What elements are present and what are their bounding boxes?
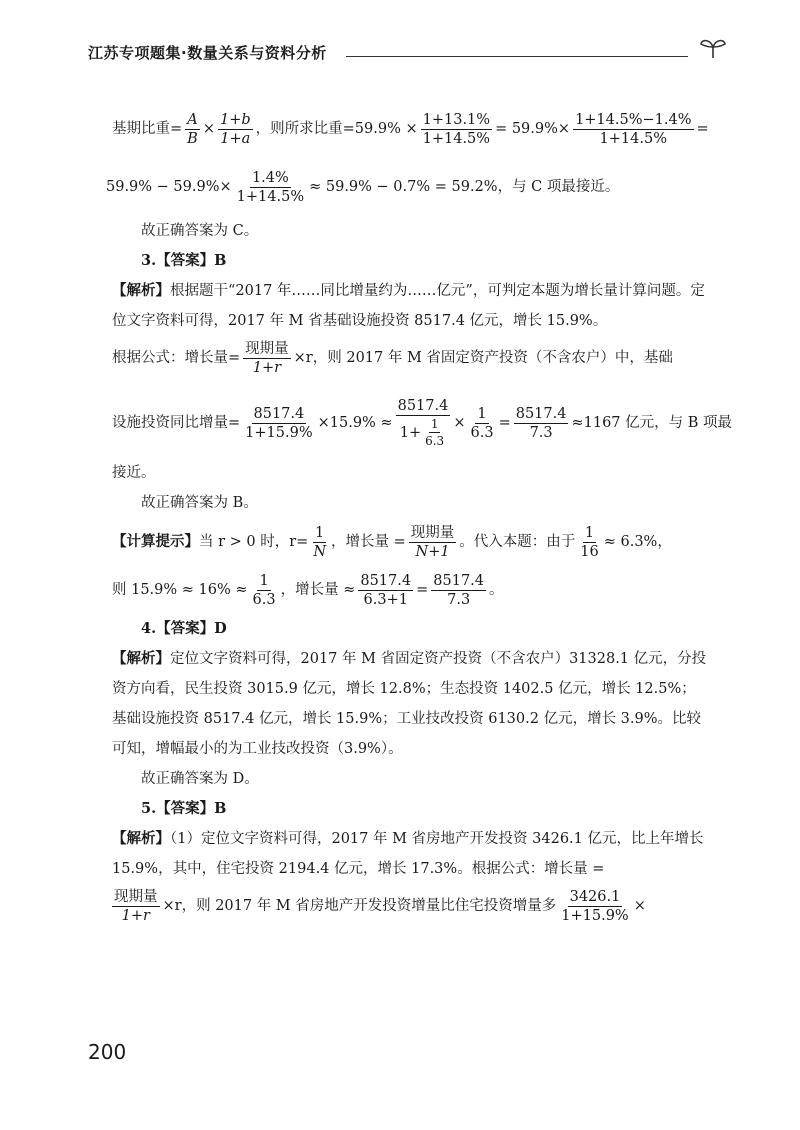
page-number: 200	[88, 1040, 127, 1064]
fraction: $\frac{8517.4}{7.3}$	[433, 572, 485, 608]
header-title: 江苏专项题集·数量关系与资料分析	[88, 44, 327, 62]
fraction: 8517.4 1+ $\frac{1}{6.3}$	[397, 398, 449, 448]
running-header	[88, 40, 728, 64]
answer-line: 故正确答案为 C。	[141, 223, 259, 239]
answer-line: 故正确答案为 D。	[141, 771, 259, 787]
fraction: $\frac{\text{现期量}}{1+r}$	[245, 340, 289, 376]
formula-line-1: 基期比重= $\frac{A}{B}$ × $\frac{1+b}{1+a}$ ，则所求比重=59.9% × $\frac{1+13.1\%}{1+14.5\%}$ = 59.9%× $\frac{1+14.5\%-1.4\%}{1+14.5\%}$ =	[112, 111, 709, 147]
fraction: $\frac{8517.4}{6.3+1}$	[360, 572, 412, 608]
fraction: $\frac{8517.4}{7.3}$	[515, 405, 567, 441]
fraction: $\frac{\text{现期量}}{1+r}$	[114, 888, 158, 924]
calc-tip-line-2: 则 15.9% ≈ 16% ≈ $\frac{1}{6.3}$ ，增长量 ≈ $\frac{8517.4}{6.3+1}$ = $\frac{8517.4}{7.3}$ 。	[112, 572, 504, 608]
question-4-analysis: 【解析】定位文字资料可得，2017 年 M 省固定资产投资（不含农户）31328.1 亿元，分投资方向看，民生投资 3015.9 亿元，增长 12.8%；生态投资 1402.5 亿元，增长 12.5%；基础设施投资 8517.4 亿元，增长 15.9%；工业技改投资 6130.2 亿元，增长 3.9%。比较可知，增幅最小的为工业技改投资（3.9%）。	[112, 651, 707, 757]
fraction: $\frac{3426.1}{1+15.9\%}$	[561, 888, 629, 924]
fraction: $\frac{1+14.5\%-1.4\%}{1+14.5\%}$	[575, 111, 692, 147]
fraction: $\frac{1+13.1\%}{1+14.5\%}$	[422, 111, 491, 147]
question-5-analysis: 【解析】（1）定位文字资料可得，2017 年 M 省房地产开发投资 3426.1 亿元，比上年增长 15.9%，其中，住宅投资 2194.4 亿元，增长 17.3%。根据公式：增长量 =	[112, 831, 704, 877]
formula-growth: 根据公式：增长量= $\frac{\text{现期量}}{1+r}$ ×r，则 2017 年 M 省固定资产投资（不含农户）中，基础	[112, 340, 673, 376]
fraction: $\frac{1.4\%}{1+14.5\%}$	[236, 169, 305, 205]
answer-line: 故正确答案为 B。	[141, 495, 258, 511]
question-5-answer: 5.【答案】B	[141, 800, 227, 817]
formula-line-2: 59.9% − 59.9%× $\frac{1.4\%}{1+14.5\%}$ ≈ 59.9% − 0.7% = 59.2%，与 C 项最接近。	[106, 169, 620, 205]
formula-q5: $\frac{\text{现期量}}{1+r}$ ×r，则 2017 年 M 省房地产开发投资增量比住宅投资增量多 $\frac{3426.1}{1+15.9\%}$ ×	[114, 888, 646, 924]
fraction: $\frac{A}{B}$	[187, 111, 198, 147]
sprout-icon	[698, 36, 728, 60]
fraction: $\frac{8517.4}{1+15.9\%}$	[245, 405, 313, 441]
question-3-analysis: 【解析】根据题干“2017 年……同比增量约为……亿元”，可判定本题为增长量计算问题。定位文字资料可得，2017 年 M 省基础设施投资 8517.4 亿元，增长 15.9%。	[112, 283, 705, 329]
calc-tip-line-1: 【计算提示】 当 r > 0 时，r= $\frac{1}{N}$ ，增长量 = $\frac{\text{现期量}}{N+1}$ 。代入本题：由于 $\frac{1}{16}$ ≈ 6.3%，	[112, 524, 672, 560]
fraction: $\frac{1}{6.3}$	[470, 405, 494, 441]
fraction: $\frac{1}{6.3}$	[252, 572, 276, 608]
header-rule	[346, 56, 688, 57]
page-content: 基期比重= $\frac{A}{B}$ × $\frac{1+b}{1+a}$ ，则所求比重=59.9% × $\frac{1+13.1\%}{1+14.5\%}$ = 59.9%× $\frac{1+14.5\%-1.4\%}{1+14.5\%}$ = 59.9% − 59.9%× $\frac{1.4\%}{1+14.5\%}$ ≈ 59.9% − 0.7% = 59.2%，与 C 项最接近。 故正确答案为 C。 3.【答案】B 【解析】根据题干“2017 年……同比增量约为……亿元”，可判定本题为增长量计算问题。定位文字资料可得，2017 年 M 省基础设施投资 8517.4 亿元，增长 15.9%。 根据公式：增长量= $\frac{\text{现期量}}{1+r}$ ×r，则 2017 年 M 省固定资产投资（不含农户）中，基础 设施投资同比增量= $\frac{8517.4}{1+15.9\%}$ ×15.9% ≈ 8517.4 1+ $\frac{1}{6.3}$ × $\frac{1}{6.3}$ = $\frac{8517.4}{7.3}$ ≈1167 亿元，与 B 项最 接近。 故正确答案为 B。 【计算提示】 当 r > 0 时，r= $\frac{1}{N}$ ，增长量 = $\frac{\text{现期量}}{N+1}$ 。代入本题：由于 $\frac{1}{16}$ ≈ 6.3%， 则 15.9% ≈ 16% ≈ $\frac{1}{6.3}$ ，增长量 ≈ $\frac{8517.4}{6.3+1}$ = $\frac{8517.4}{7.3}$ 。 4.【答案】D 【解析】定位文字资料可得，2017 年 M 省固定资产投资（不含农户）31328.1 亿元，分投资方向看，民生投资 3015.9 亿元，增长 12.8%；生态投资 1402.5 亿元，增长 12.5%；基础设施投资 8517.4 亿元，增长 15.9%；工业技改投资 6130.2 亿元，增长 3.9%。比较可知，增幅最小的为工业技改投资（3.9%）。 故正确答案为 D。 5.【答案】B 【解析】（1）定位文字资料可得，2017 年 M 省房地产开发投资 3426.1 亿元，比上年增长 15.9%，其中，住宅投资 2194.4 亿元，增长 17.3%。根据公式：增长量 = $\frac{\text{现期量}}{1+r}$ ×r，则 2017 年 M 省房地产开发投资增量比住宅投资增量多 $\frac{3426.1}{1+15.9\%}$ ×	[112, 100, 708, 928]
fraction: $\frac{1+b}{1+a}$	[219, 111, 251, 147]
question-4-answer: 4.【答案】D	[141, 620, 227, 637]
fraction: $\frac{1}{16}$	[580, 524, 599, 560]
fraction: $\frac{1}{N}$	[313, 524, 327, 560]
formula-calc: 设施投资同比增量= $\frac{8517.4}{1+15.9\%}$ ×15.9% ≈ 8517.4 1+ $\frac{1}{6.3}$ × $\frac{1}{6.3}$ = $\frac{8517.4}{7.3}$ ≈1167 亿元，与 B 项最	[112, 398, 733, 448]
question-3-answer: 3.【答案】B	[141, 252, 227, 269]
fraction: $\frac{\text{现期量}}{N+1}$	[410, 524, 455, 560]
